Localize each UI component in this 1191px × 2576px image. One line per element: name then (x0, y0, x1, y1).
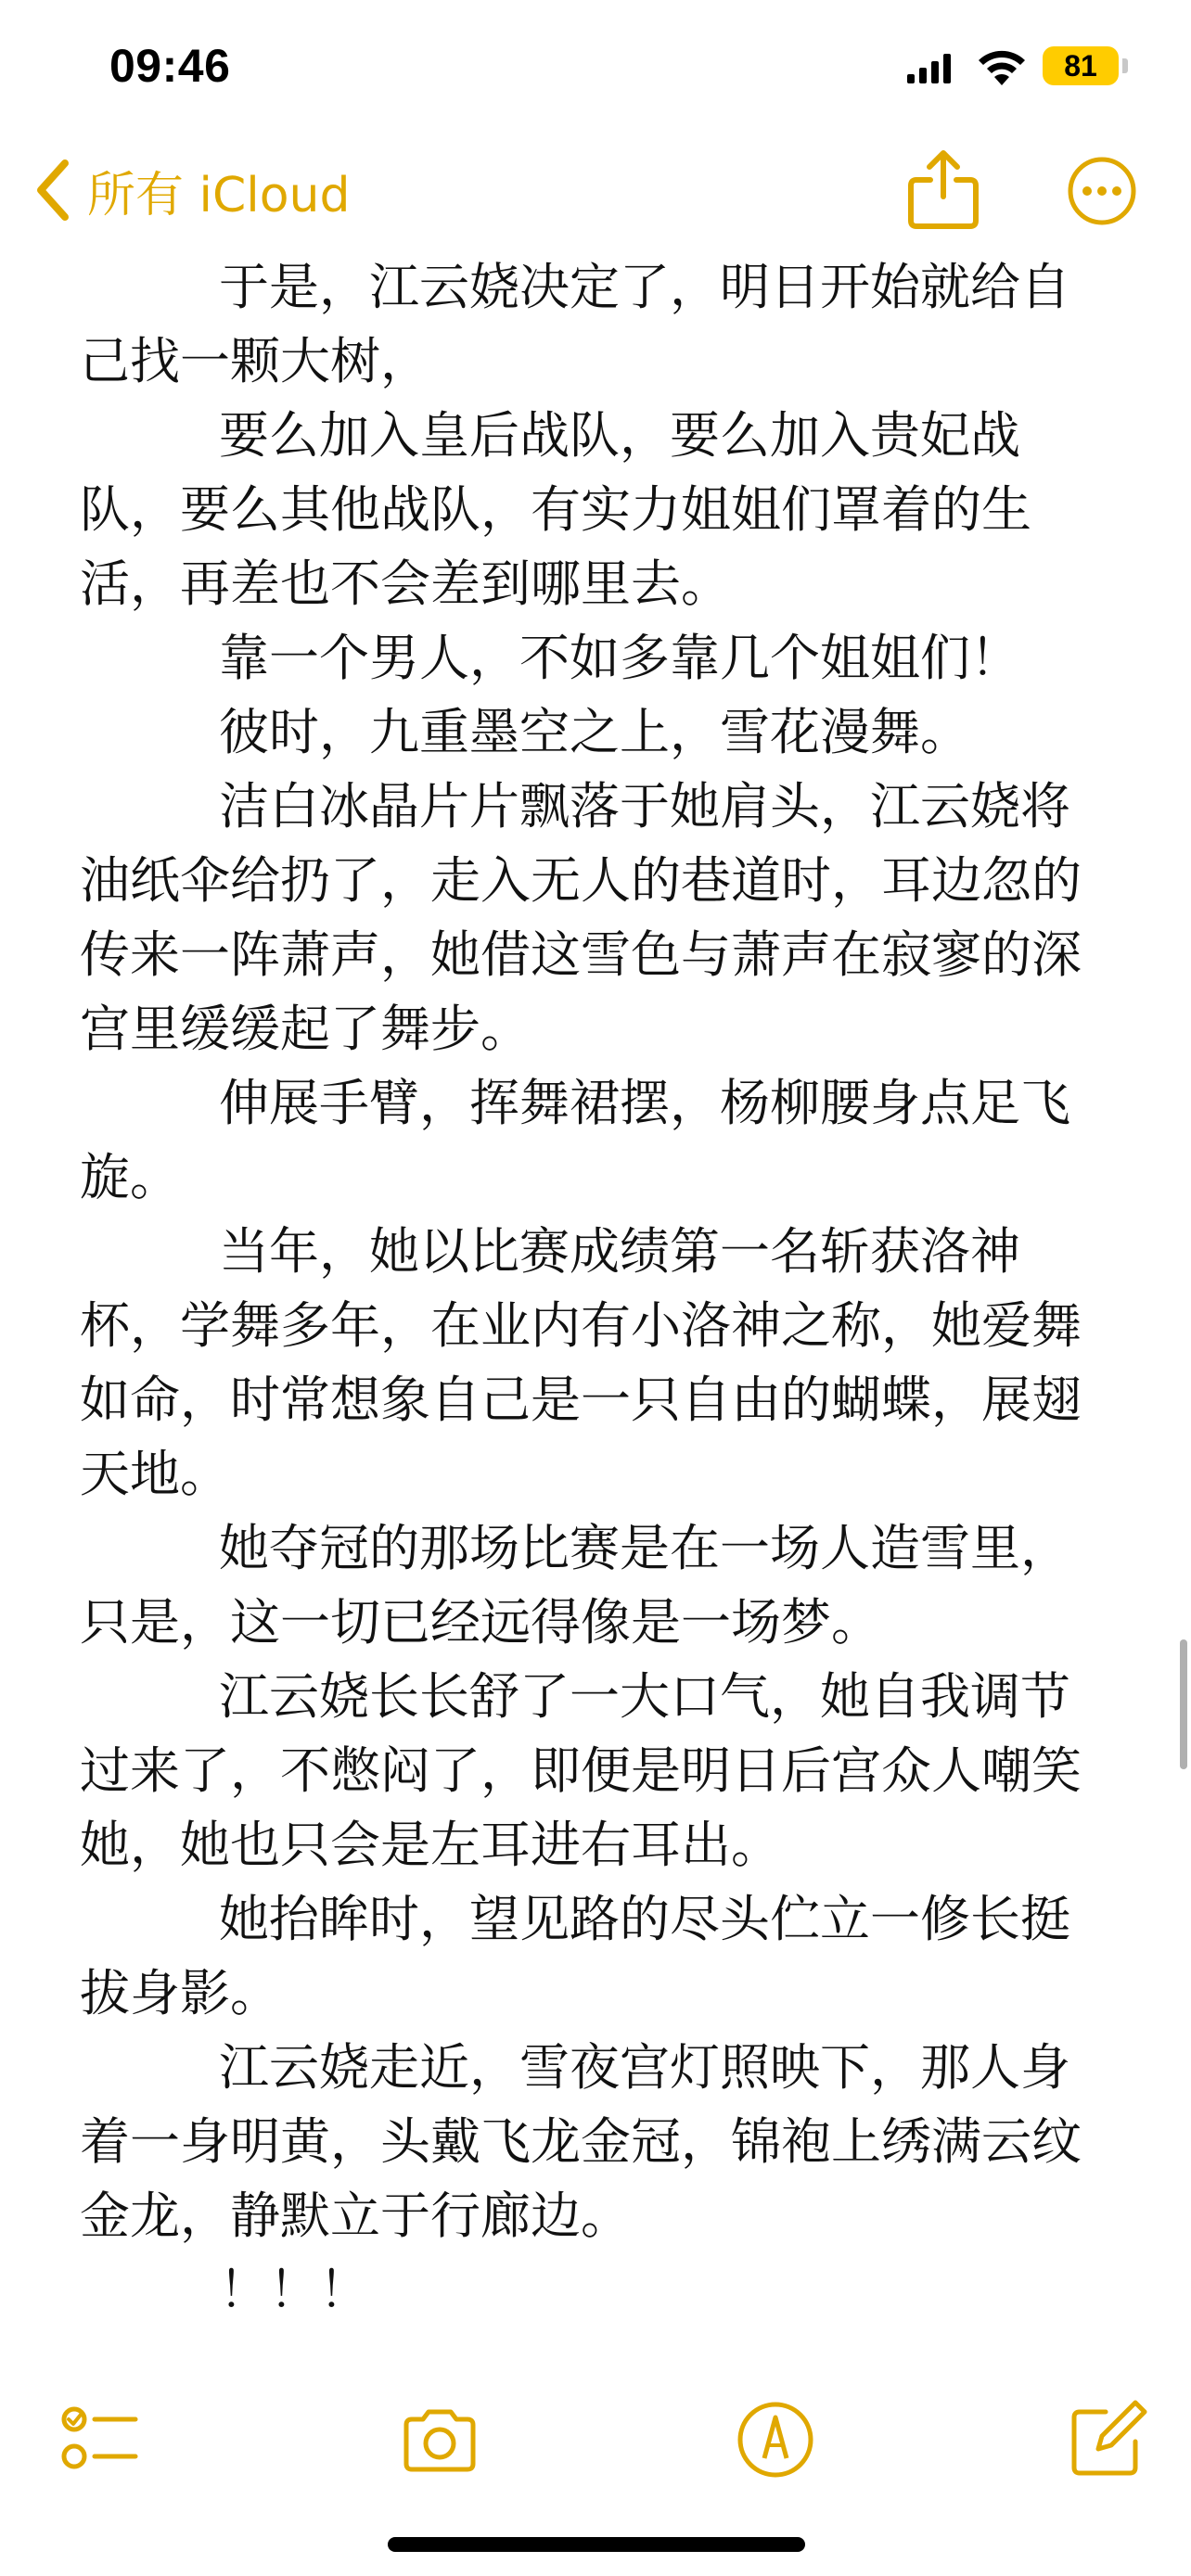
note-paragraph: 于是，江云娆决定了，明日开始就给自己找一颗大树， (80, 258, 1070, 390)
note-paragraph: 当年，她以比赛成绩第一名斩获洛神杯，学舞多年，在业内有小洛神之称，她爱舞如命，时常想象自己是一只自由的蝴蝶，展翅天地。 (80, 1222, 1082, 1503)
more-ellipsis-icon[interactable] (1067, 156, 1137, 226)
status-time: 09:46 (109, 40, 231, 92)
note-body[interactable] (80, 250, 1119, 2327)
battery-indicator (1043, 46, 1119, 85)
scroll-indicator[interactable] (1180, 1639, 1187, 1769)
note-paragraph: 洁白冰晶片片飘落于她肩头，江云娆将油纸伞给扔了，走入无人的巷道时，耳边忽的传来一阵萧声，她借这雪色与萧声在寂寥的深宫里缓缓起了舞步。 (80, 777, 1082, 1058)
checklist-icon[interactable] (58, 2397, 143, 2482)
chevron-left-icon (33, 158, 74, 223)
cellular-signal-icon (907, 54, 952, 83)
camera-icon[interactable] (397, 2397, 482, 2482)
note-paragraph: 彼时，九重墨空之上，雪花漫舞。 (219, 703, 970, 761)
back-button[interactable] (33, 158, 351, 223)
note-paragraph: 靠一个男人，不如多靠几个姐姐们！ (219, 629, 1020, 687)
note-paragraph: 要么加入皇后战队，要么加入贵妃战队，要么其他战队，有实力姐姐们罩着的生活，再差也不会差到哪里去。 (80, 406, 1031, 613)
home-indicator (388, 2537, 805, 2552)
status-bar (0, 0, 1191, 130)
compose-icon[interactable] (1065, 2397, 1150, 2482)
note-paragraph: 伸展手臂，挥舞裙摆，杨柳腰身点足飞旋。 (80, 1074, 1070, 1206)
note-paragraph: 她抬眸时，望见路的尽头伫立一修长挺拔身影。 (80, 1890, 1070, 2022)
markup-pen-icon[interactable] (733, 2397, 818, 2482)
navigation-bar (0, 130, 1191, 250)
battery-cap (1122, 58, 1128, 73)
battery-level: 81 (1064, 49, 1097, 83)
back-label: 所有 iCloud (87, 167, 351, 223)
wifi-icon (976, 48, 1028, 85)
note-paragraph: 江云娆长长舒了一大口气，她自我调节过来了，不憋闷了，即便是明日后宫众人嘲笑她，她也只会是左耳进右耳出。 (80, 1667, 1082, 1874)
share-icon[interactable] (905, 148, 981, 230)
note-paragraph: 江云娆走近，雪夜宫灯照映下，那人身着一身明黄，头戴飞龙金冠，锦袍上绣满云纹金龙，静默立于行廊边。 (80, 2038, 1082, 2245)
note-paragraph: ！！！ (219, 2261, 369, 2319)
note-paragraph: 她夺冠的那场比赛是在一场人造雪里，只是，这一切已经远得像是一场梦。 (80, 1519, 1070, 1651)
